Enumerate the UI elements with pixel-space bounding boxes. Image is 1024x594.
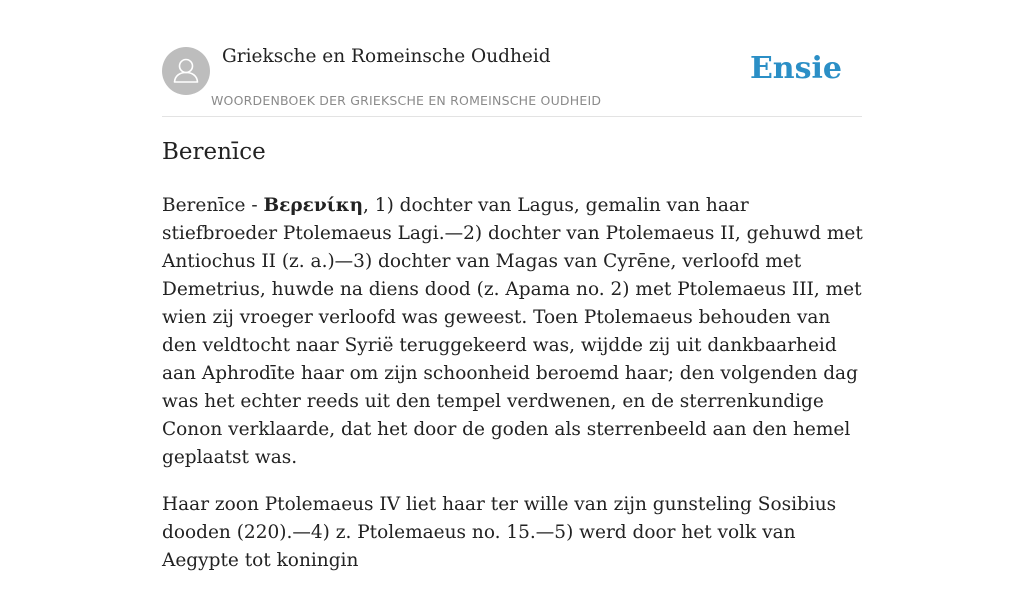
user-icon	[162, 47, 210, 95]
greek-term: Βερενίκη	[263, 195, 364, 216]
entry-paragraph: Haar zoon Ptolemaeus IV liet haar ter wille van zijn gunsteling Sosibius dooden (220).—4) z. Ptolemaeus no. 15.—5) werd door het volk van Aegypte tot koningin	[162, 494, 837, 571]
entry-content	[162, 192, 868, 594]
headword-separator: -	[245, 195, 264, 216]
entry-title: Berenīce	[162, 139, 266, 165]
brand-logo[interactable]: Ensie	[749, 51, 842, 86]
entry-definition: , 1) dochter van Lagus, gemalin van haar stiefbroeder Ptolemaeus Lagi.—2) dochter van Ptolemaeus II, gehuwd met Antiochus II (z. a.)—3) dochter van Magas van Cyrēne, verloofd met Demetrius, huwde na diens dood (z. Apama no. 2) met Ptolemaeus III, met wien zij vroeger verloofd was geweest. Toen Ptolemaeus behouden van den veldtocht naar Syrië teruggekeerd was, wijdde zij uit dankbaarheid aan Aphrodīte haar om zijn schoonheid beroemd haar; den volgenden dag was het echter reeds uit den tempel verdwenen, en de sterrenkundige Conon verklaarde, dat het door de goden als sterrenbeeld aan den hemel geplaatst was.	[162, 195, 863, 468]
source-subtitle[interactable]: WOORDENBOEK DER GRIEKSCHE EN ROMEINSCHE OUDHEID	[211, 93, 602, 108]
entry-paragraph	[162, 192, 868, 472]
entry-headword: Berenīce	[162, 195, 246, 216]
source-title[interactable]: Grieksche en Romeinsche Oudheid	[222, 46, 551, 67]
avatar[interactable]	[162, 47, 210, 95]
site-header	[162, 0, 862, 117]
